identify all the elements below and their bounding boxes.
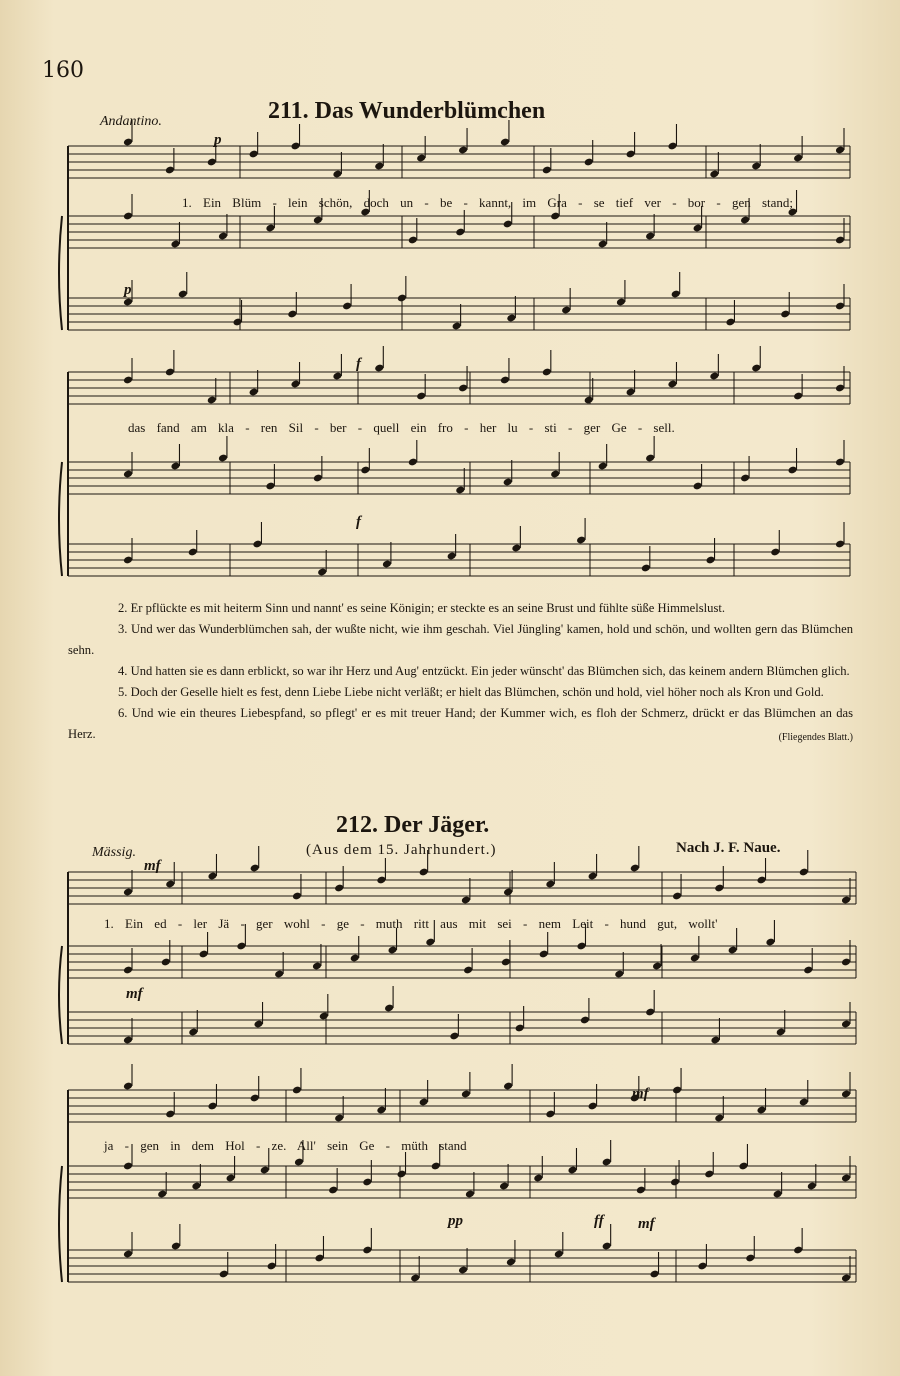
dynamic-p: p <box>214 132 222 148</box>
piano-brace <box>59 216 62 330</box>
piano-brace <box>59 462 62 576</box>
composer-212: Nach J. F. Naue. <box>676 840 781 856</box>
piano-brace <box>59 1166 62 1282</box>
song-title-211: 211. Das Wunderblümchen <box>268 98 546 124</box>
staff-3-2 <box>68 946 856 978</box>
page-number: 160 <box>42 58 84 83</box>
song-subtitle-212: (Aus dem 15. Jahrhundert.) <box>306 842 497 858</box>
song-title-212: 212. Der Jäger. <box>336 812 490 838</box>
tempo-marking-211: Andantino. <box>100 114 162 129</box>
verse-6: 6. Und wie ein theures Liebespfand, so pflegt' er es mit treuer Hand; der Kummer wich, es floh der Schmerz, drückt er das Blümchen an das Herz. (Fliegendes Blatt.) <box>68 703 853 745</box>
dynamic-p-bass: p <box>124 282 132 298</box>
verse-2: 2. Er pflückte es mit heiterm Sinn und nannt' es seine Königin; er steckte es an seine Brust und fühlte süße Himmelslust. <box>118 601 726 615</box>
piano-brace <box>59 946 62 1044</box>
lyrics-212-line2: ja - gen in dem Hol - ze. All' sein Ge - müth stand <box>104 1138 467 1153</box>
lyrics-212-line1: 1. Ein ed - ler Jä - ger wohl - ge - muth ritt aus mit sei - nem Leit - hund gut, wollt' <box>104 916 718 931</box>
dynamic-f: f <box>356 356 361 372</box>
verse-5: 5. Doch der Geselle hielt es fest, denn Liebe Liebe nicht verläßt; er hielt das Blümchen, schön und hold, viel höher noch als Kron und Gold. <box>118 685 824 699</box>
dynamic-mf: mf <box>144 858 161 874</box>
dynamic-mf-2: mf <box>632 1086 649 1102</box>
staff-3-1 <box>68 872 856 904</box>
staff-3-3 <box>68 1012 856 1044</box>
verse-4: 4. Und hatten sie es dann erblickt, so war ihr Herz und Aug' entzückt. Ein jeder wünscht' das Blümchen sich, das keinem andern Blümchen glich. <box>118 664 850 678</box>
dynamic-ff: ff <box>594 1213 604 1229</box>
staff-4-2 <box>68 1166 856 1198</box>
staff-4-3 <box>68 1250 856 1282</box>
dynamic-f-bass: f <box>356 514 361 530</box>
verse-3: 3. Und wer das Wunderblümchen sah, der wußte nicht, wie ihm geschah. Viel Jüngling' kamen, hold und schön, und wollten gern das Blümchen sehn. <box>68 622 853 657</box>
lyrics-211-line1: 1. Ein Blüm - lein schön, doch un - be - kannt, im Gra - se tief ver - bor - gen stand; <box>182 195 794 210</box>
dynamic-mf-piano: mf <box>126 986 143 1002</box>
verses-211 <box>68 598 853 748</box>
source-note: (Fliegendes Blatt.) <box>778 732 853 743</box>
lyrics-211-line2: das fand am kla - ren Sil - ber - quell ein fro - her lu - sti - ger Ge - sell. <box>128 420 675 435</box>
staff-2-3 <box>68 544 850 576</box>
tempo-marking-212: Mässig. <box>92 845 136 860</box>
dynamic-mf-3: mf <box>638 1216 655 1232</box>
dynamic-pp: pp <box>448 1213 463 1229</box>
staff-2-1 <box>68 372 850 404</box>
